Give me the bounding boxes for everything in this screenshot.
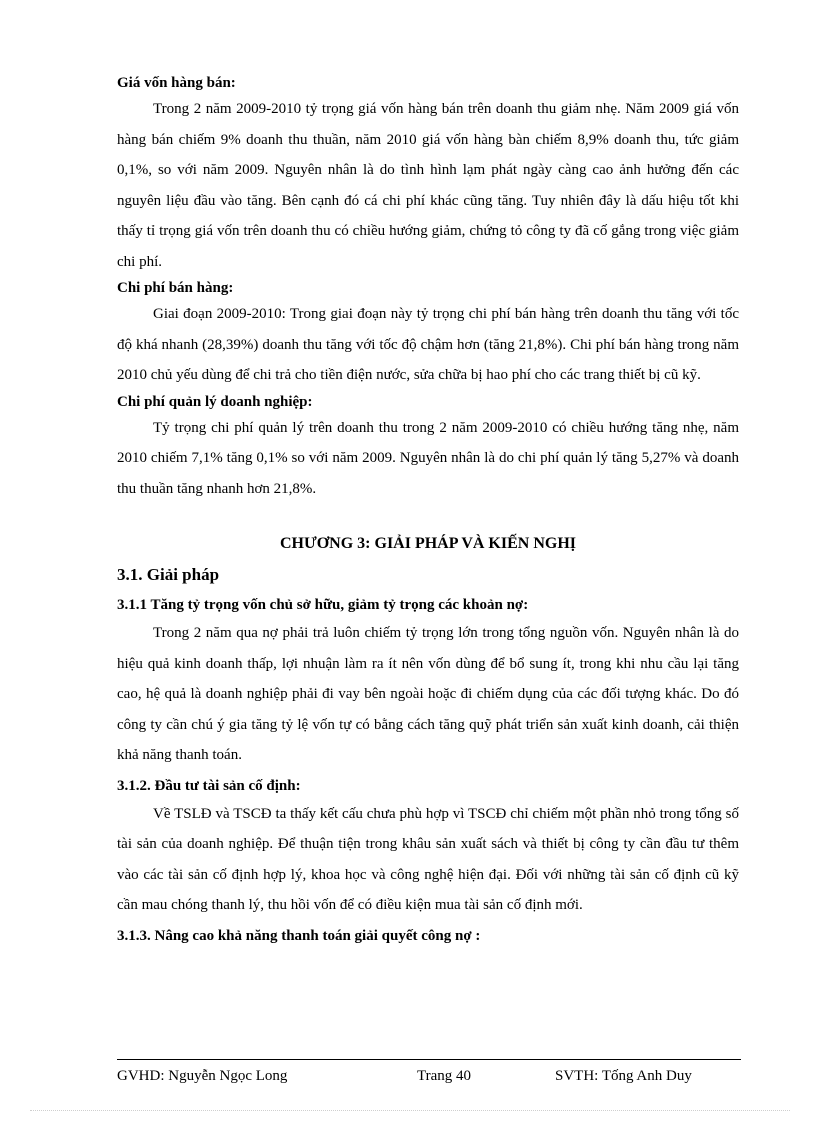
heading-admin-expenses: Chi phí quản lý doanh nghiệp:	[117, 393, 313, 410]
subsection-heading-3-1-3: 3.1.3. Nâng cao khả năng thanh toán giải quyết công nợ :	[117, 927, 481, 944]
footer-student: SVTH: Tống Anh Duy	[555, 1068, 692, 1084]
paragraph-selling-expenses: Giai đoạn 2009-2010: Trong giai đoạn này tỷ trọng chi phí bán hàng trên doanh thu tăng với tốc độ khá nhanh (28,39%) doanh thu tăng với tốc độ chậm hơn (tăng 21,8%). Chi phí bán hàng trong năm 2010 chủ yếu dùng để chi trả cho tiền điện nước, sửa chữa bị hao phí cho các trang thiết bị cũ kỹ.	[117, 306, 739, 383]
footer-divider	[117, 1059, 741, 1060]
paragraph-admin-expenses: Tỷ trọng chi phí quản lý trên doanh thu trong 2 năm 2009-2010 có chiều hướng tăng nhẹ, năm 2010 chiếm 7,1% tăng 0,1% so với năm 2009. Nguyên nhân là do chi phí quản lý tăng 5,27% và doanh thu thuần tăng nhanh hơn 21,8%.	[117, 419, 739, 497]
subsection-heading-3-1-2: 3.1.2. Đầu tư tài sản cố định:	[117, 777, 301, 794]
section-title: 3.1. Giải pháp	[117, 565, 220, 584]
heading-selling-expenses: Chi phí bán hàng:	[117, 280, 234, 296]
footer-page-number: Trang 40	[417, 1068, 472, 1084]
subsection-heading-3-1-1: 3.1.1 Tăng tỷ trọng vốn chủ sở hữu, giảm tỷ trọng các khoản nợ:	[117, 597, 529, 613]
chapter-title: CHƯƠNG 3: GIẢI PHÁP VÀ KIẾN NGHỊ	[279, 535, 576, 552]
paragraph-3-1-1: Trong 2 năm qua nợ phải trả luôn chiếm tỷ trọng lớn trong tổng nguồn vốn. Nguyên nhân là do hiệu quả kinh doanh thấp, lợi nhuận làm ra ít nên vốn dùng để bổ sung ít, trong khi nhu cầu lại tăng cao, hệ quả là doanh nghiệp phải đi vay bên ngoài hoặc đi chiếm dụng của các đối tượng khác. Do đó công ty cần chú ý gia tăng tỷ lệ vốn tự có bằng cách tăng quỹ phát triển sản xuất kinh doanh, cải thiện khả năng thanh toán.	[117, 625, 739, 763]
footer-advisor: GVHD: Nguyễn Ngọc Long	[117, 1068, 288, 1084]
paragraph-cost-of-goods: Trong 2 năm 2009-2010 tỷ trọng giá vốn hàng bán trên doanh thu giảm nhẹ. Năm 2009 giá vốn hàng bán chiếm 9% doanh thu thuần, năm 2010 giá vốn hàng bàn chiếm 8,9% doanh thu, tức giảm 0,1%, so với năm 2009. Nguyên nhân là do tình hình lạm phát ngày càng cao ảnh hưởng đến các nguyên liệu đầu vào tăng. Bên cạnh đó cá chi phí khác cũng tăng. Tuy nhiên đây là dấu hiệu tốt khi thấy tỉ trọng giá vốn trên doanh thu có chiều hướng giảm, chứng tỏ công ty đã cố gắng trong việc giảm chi phí.	[117, 101, 739, 270]
page-edge-dotted-line	[30, 1110, 790, 1111]
paragraph-3-1-2: Về TSLĐ và TSCĐ ta thấy kết cấu chưa phù hợp vì TSCĐ chỉ chiếm một phần nhỏ trong tổng số tài sản của doanh nghiệp. Để thuận tiện trong khâu sản xuất sách và thiết bị công ty cần đầu tư thêm vào các tài sản cố định hợp lý, khoa học và công nghệ hiện đại. Đối với những tài sản cố định cũ kỹ cần mau chóng thanh lý, thu hồi vốn để có điều kiện mua tài sản cố định mới.	[117, 805, 739, 913]
document-body	[117, 72, 739, 949]
heading-cost-of-goods: Giá vốn hàng bán:	[117, 75, 236, 91]
